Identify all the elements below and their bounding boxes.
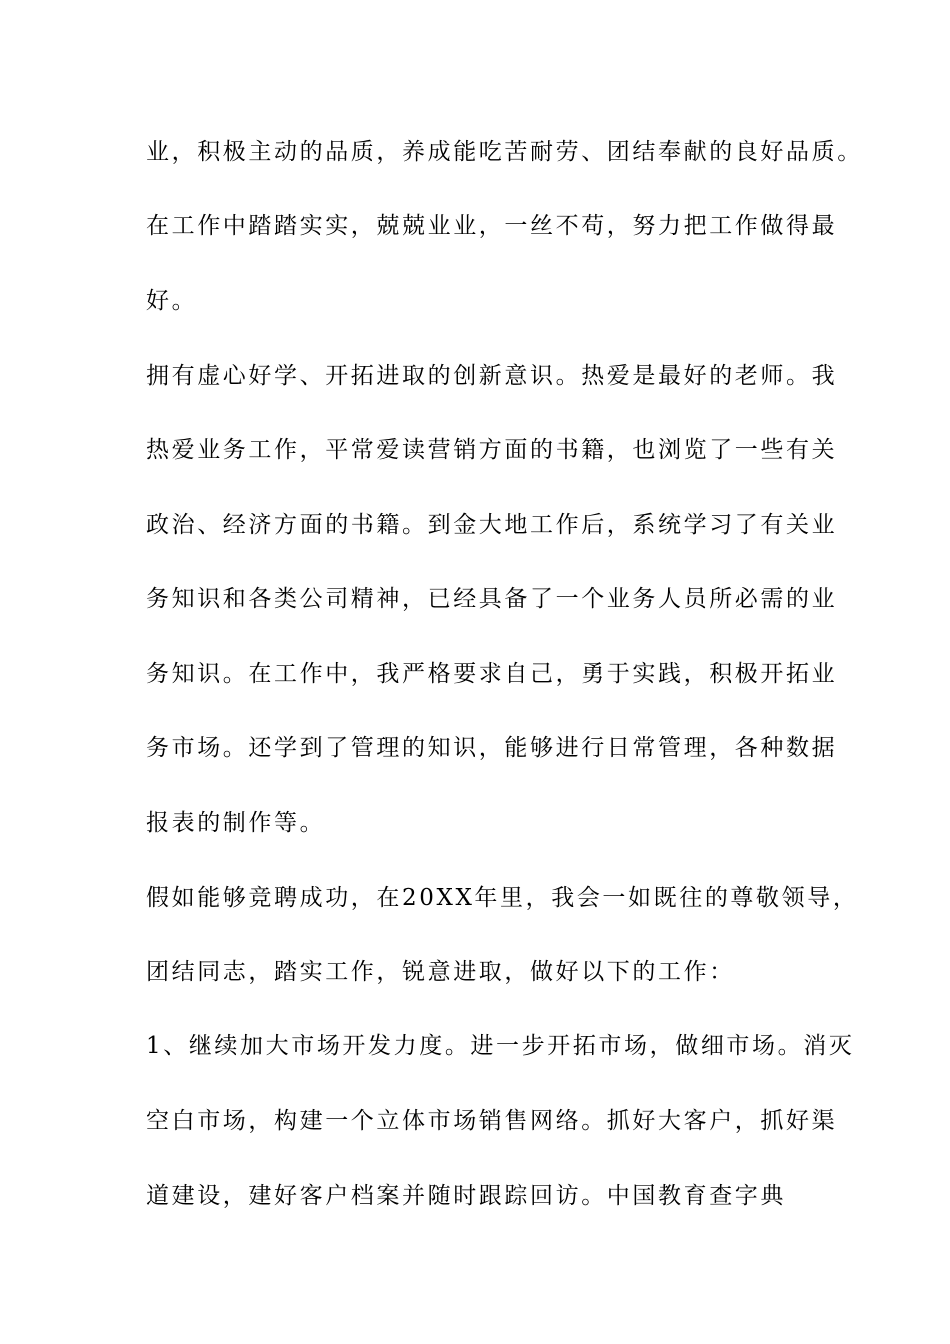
text-line: 空白市场，构建一个立体市场销售网络。抓好大客户，抓好渠 (146, 1108, 838, 1134)
text-line: 假如能够竞聘成功，在20XX年里，我会一如既往的尊敬领导， (146, 885, 859, 911)
text-line: 政治、经济方面的书籍。到金大地工作后，系统学习了有关业 (146, 512, 838, 538)
text-line: 道建设，建好客户档案并随时跟踪回访。中国教育查字典 (146, 1183, 786, 1209)
text-line: 报表的制作等。 (146, 810, 326, 836)
text-line: 务市场。还学到了管理的知识，能够进行日常管理，各种数据 (146, 735, 838, 761)
text-line: 1、继续加大市场开发力度。进一步开拓市场，做细市场。消灭 (146, 1033, 855, 1059)
text-line: 业，积极主动的品质，养成能吃苦耐劳、团结奉献的良好品质。 (146, 139, 863, 165)
text-line: 拥有虚心好学、开拓进取的创新意识。热爱是最好的老师。我 (146, 363, 838, 389)
text-line: 务知识。在工作中，我严格要求自己，勇于实践，积极开拓业 (146, 661, 838, 687)
text-line: 好。 (146, 288, 198, 314)
text-line: 热爱业务工作，平常爱读营销方面的书籍，也浏览了一些有关 (146, 437, 838, 463)
text-line: 务知识和各类公司精神，已经具备了一个业务人员所必需的业 (146, 586, 838, 612)
text-line: 团结同志，踏实工作，锐意进取，做好以下的工作： (146, 959, 735, 985)
text-line: 在工作中踏踏实实，兢兢业业，一丝不苟，努力把工作做得最 (146, 213, 838, 239)
